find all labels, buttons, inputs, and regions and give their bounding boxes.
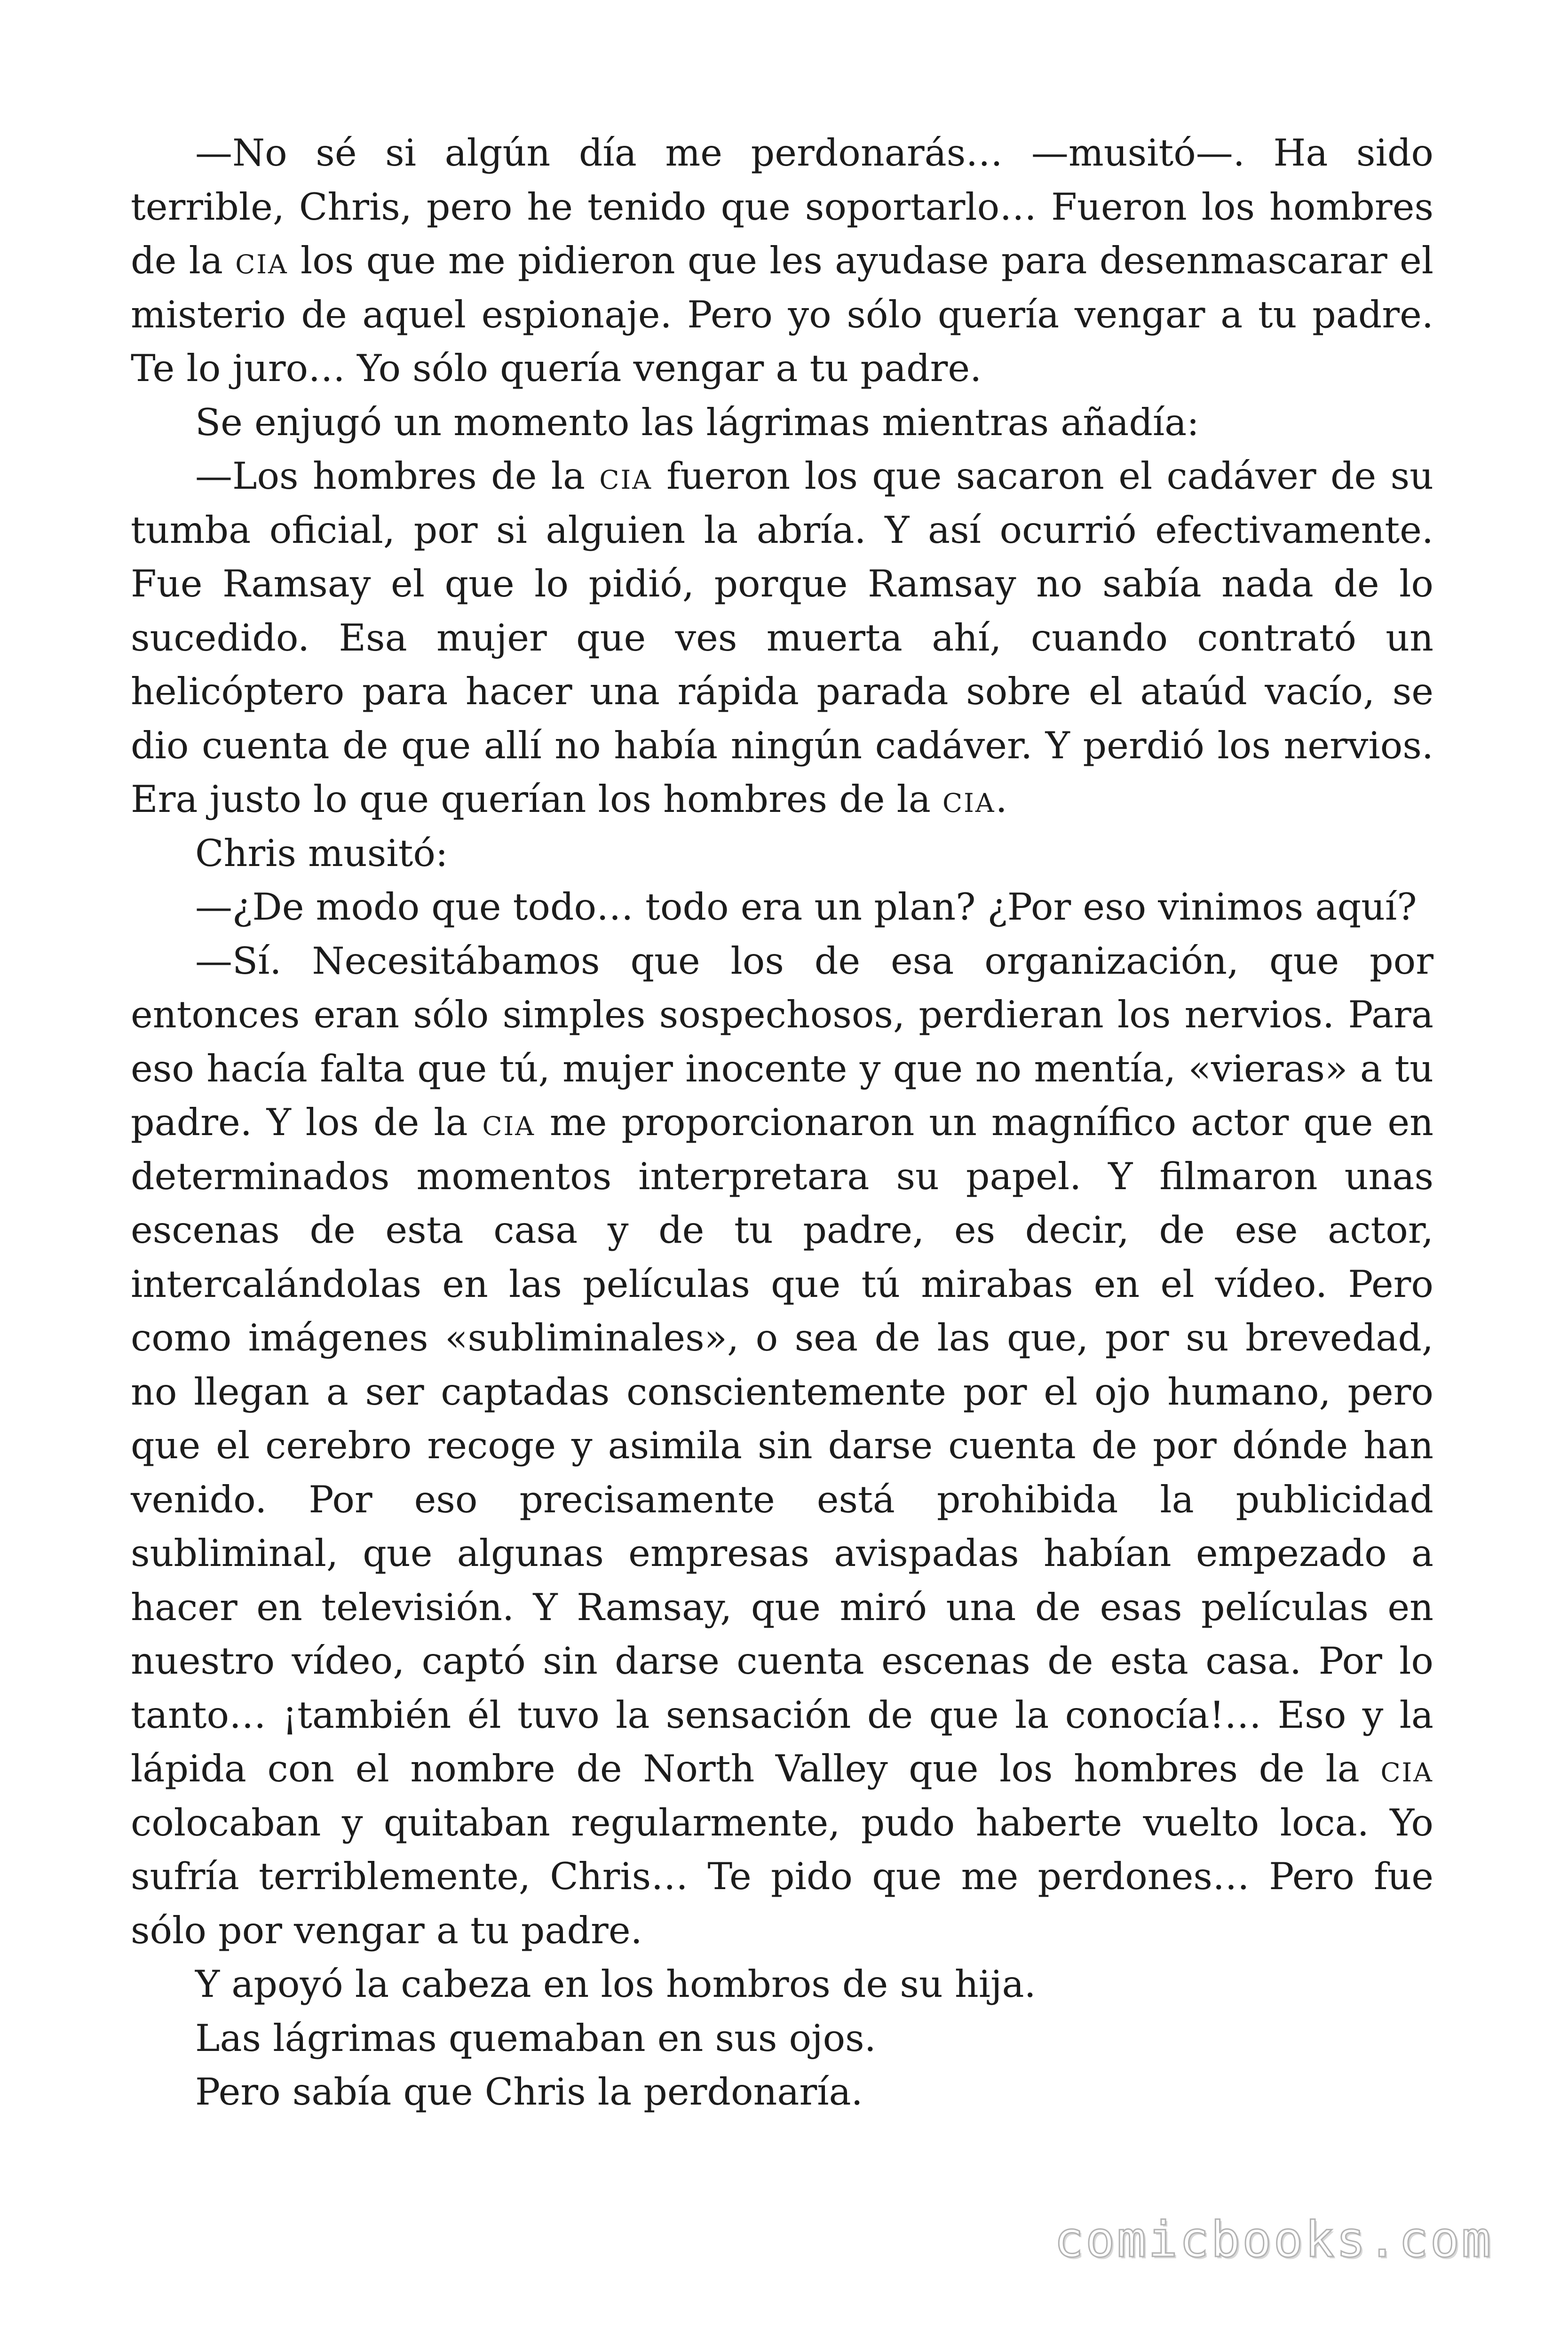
- paragraph-2: [131, 396, 1433, 450]
- text-run: —No sé si algún día me perdonarás… —musitó—. Ha sido terrible, Chris, pero he tenido que soportarlo… Fueron los hombres de la: [131, 131, 1433, 282]
- page-body: [131, 126, 1433, 2119]
- watermark: comicbooks.com: [1054, 2211, 1493, 2268]
- paragraph-3: [131, 449, 1433, 826]
- text-run: Pero sabía que Chris la perdonaría.: [195, 2070, 863, 2114]
- acronym-cia: cia: [235, 239, 288, 282]
- paragraph-6: [131, 934, 1433, 1958]
- text-run: los que me pidieron que les ayudase para desenmascarar el misterio de aquel espionaje. Pero yo sólo quería vengar a tu padre. Te lo juro… Yo sólo quería vengar a tu padre.: [131, 239, 1434, 390]
- acronym-cia: cia: [482, 1101, 535, 1144]
- paragraph-8: [131, 2011, 1433, 2066]
- acronym-cia: cia: [599, 454, 652, 498]
- text-run: me proporcionaron un magnífico actor que en determinados momentos interpretara su papel. Y filmaron unas escenas de esta casa y de tu padre, es decir, de ese actor, intercalándolas en las películas que tú mirabas en el vídeo. Pero como imágenes «subliminales», o sea de las que, por su brevedad, no llegan a ser captadas conscientemente por el ojo humano, pero que el cerebro recoge y asimila sin darse cuenta de por dónde han venido. Por eso precisamente está prohibida la publicidad subliminal, que algunas empresas avispadas habían empezado a hacer en televisión. Y Ramsay, que miró una de esas películas en nuestro vídeo, captó sin darse cuenta escenas de esta casa. Por lo tanto… ¡también él tuvo la sensación de que la conocía!… Eso y la lápida con el nombre de North Valley que los hombres de la: [131, 1101, 1434, 1790]
- text-run: —Los hombres de la: [195, 454, 600, 498]
- paragraph-7: [131, 1957, 1433, 2011]
- acronym-cia: cia: [1380, 1747, 1433, 1790]
- text-run: —¿De modo que todo… todo era un plan? ¿Por eso vinimos aquí?: [195, 885, 1417, 929]
- paragraph-9: [131, 2065, 1433, 2119]
- text-run: —Sí. Necesitábamos que los de esa organización, que por entonces eran sólo simples sospechosos, perdieran los nervios. Para eso hacía falta que tú, mujer inocente y que no mentía, «vieras» a tu padre. Y los de la: [131, 939, 1433, 1144]
- paragraph-5: [131, 880, 1433, 934]
- acronym-cia: cia: [942, 778, 996, 821]
- text-run: Se enjugó un momento las lágrimas mientras añadía:: [195, 400, 1199, 444]
- text-run: colocaban y quitaban regularmente, pudo haberte vuelto loca. Yo sufría terriblemente, Chris… Te pido que me perdones… Pero fue sólo por vengar a tu padre.: [131, 1801, 1433, 1952]
- text-run: Y apoyó la cabeza en los hombros de su hija.: [195, 1963, 1036, 2006]
- text-run: .: [995, 778, 1007, 821]
- text-run: Chris musitó:: [195, 831, 448, 875]
- text-run: fueron los que sacaron el cadáver de su tumba oficial, por si alguien la abría. Y así ocurrió efectivamente. Fue Ramsay el que lo pidió, porque Ramsay no sabía nada de lo sucedido. Esa mujer que ves muerta ahí, cuando contrató un helicóptero para hacer una rápida parada sobre el ataúd vacío, se dio cuenta de que allí no había ningún cadáver. Y perdió los nervios. Era justo lo que querían los hombres de la: [131, 454, 1433, 821]
- paragraph-1: [131, 126, 1433, 396]
- text-run: Las lágrimas quemaban en sus ojos.: [195, 2016, 876, 2060]
- paragraph-4: [131, 826, 1433, 881]
